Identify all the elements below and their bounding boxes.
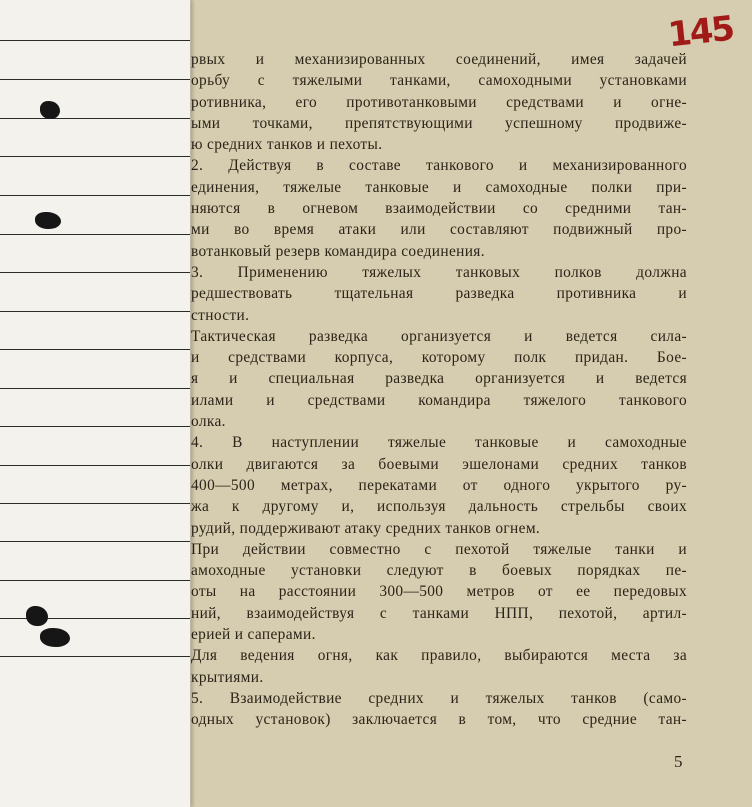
text-line: единения, тяжелые танковые и самоходные полки при-	[191, 178, 687, 196]
text-line: рудий, поддерживают атаку средних танков огнем.	[191, 519, 541, 537]
text-line: ми во время атаки или составляют подвижный про-	[191, 221, 687, 239]
punch-hole	[40, 628, 70, 647]
ruled-line	[0, 465, 190, 466]
page-number: 5	[674, 752, 683, 771]
text-line: няются в огневом взаимодействии со средними тан-	[191, 200, 687, 218]
text-line: ерией и саперами.	[191, 626, 316, 644]
text-line: Тактическая разведка организуется и ведется сила-	[191, 327, 687, 345]
punch-hole	[26, 606, 48, 626]
punch-hole	[40, 101, 60, 119]
text-line: и средствами корпуса, которому полк придан. Бое-	[191, 349, 687, 367]
body-text	[191, 49, 687, 731]
text-line: 2. Действуя в составе танкового и механизированного	[191, 157, 687, 175]
text-line: орьбу с тяжелыми танками, самоходными установками	[191, 72, 687, 90]
text-line: я и специальная разведка организуется и ведется	[191, 370, 687, 388]
text-line: 400—500 метрах, перекатами от одного укрытого ру-	[191, 476, 687, 494]
text-line: рвых и механизированных соединений, имея задачей	[191, 51, 687, 68]
text-line: 4. В наступлении тяжелые танковые и самоходные	[191, 434, 687, 452]
ruled-line	[0, 580, 190, 581]
text-line: олки двигаются за боевыми эшелонами средних танков	[191, 455, 687, 473]
handwritten-folio-number: 145	[666, 8, 735, 56]
text-line: стности.	[191, 306, 250, 324]
ruled-line	[0, 388, 190, 389]
ruled-line	[0, 541, 190, 542]
text-line: одных установок) заключается в том, что средние тан-	[191, 711, 687, 729]
ruled-line	[0, 79, 190, 80]
text-line: 3. Применению тяжелых танковых полков должна	[191, 263, 687, 281]
punch-hole	[35, 212, 61, 229]
ruled-line	[0, 503, 190, 504]
ruled-line	[0, 311, 190, 312]
ruled-line	[0, 195, 190, 196]
text-line: ротивника, его противотанковыми средствами и огне-	[191, 93, 687, 111]
ruled-line	[0, 118, 190, 119]
text-line: оты на расстоянии 300—500 метров от ее передовых	[191, 583, 687, 601]
ruled-line	[0, 656, 190, 657]
ruled-paper-overlay	[0, 0, 191, 807]
text-line: ю средних танков и пехоты.	[191, 136, 383, 154]
ruled-line	[0, 272, 190, 273]
text-line: ний, взаимодействуя с танками НПП, пехотой, артил-	[191, 604, 687, 622]
text-line: Для ведения огня, как правило, выбираются места за	[191, 647, 687, 665]
text-line: амоходные установки следуют в боевых порядках пе-	[191, 562, 687, 580]
text-line: вотанковый резерв командира соединения.	[191, 242, 485, 260]
ruled-line	[0, 40, 190, 41]
text-line: илами и средствами командира тяжелого танкового	[191, 391, 687, 409]
text-line: При действии совместно с пехотой тяжелые танки и	[191, 540, 687, 558]
ruled-line	[0, 349, 190, 350]
text-line: 5. Взаимодействие средних и тяжелых танков (само-	[191, 689, 687, 707]
ruled-line	[0, 156, 190, 157]
text-line: олка.	[191, 413, 226, 431]
text-line: ыми точками, препятствующими успешному продвиже-	[191, 114, 687, 132]
text-line: жа к другому и, используя дальность стрельбы своих	[191, 498, 687, 516]
ruled-line	[0, 426, 190, 427]
text-line: редшествовать тщательная разведка противника и	[191, 285, 687, 303]
ruled-line	[0, 234, 190, 235]
text-line: крытиями.	[191, 668, 264, 686]
